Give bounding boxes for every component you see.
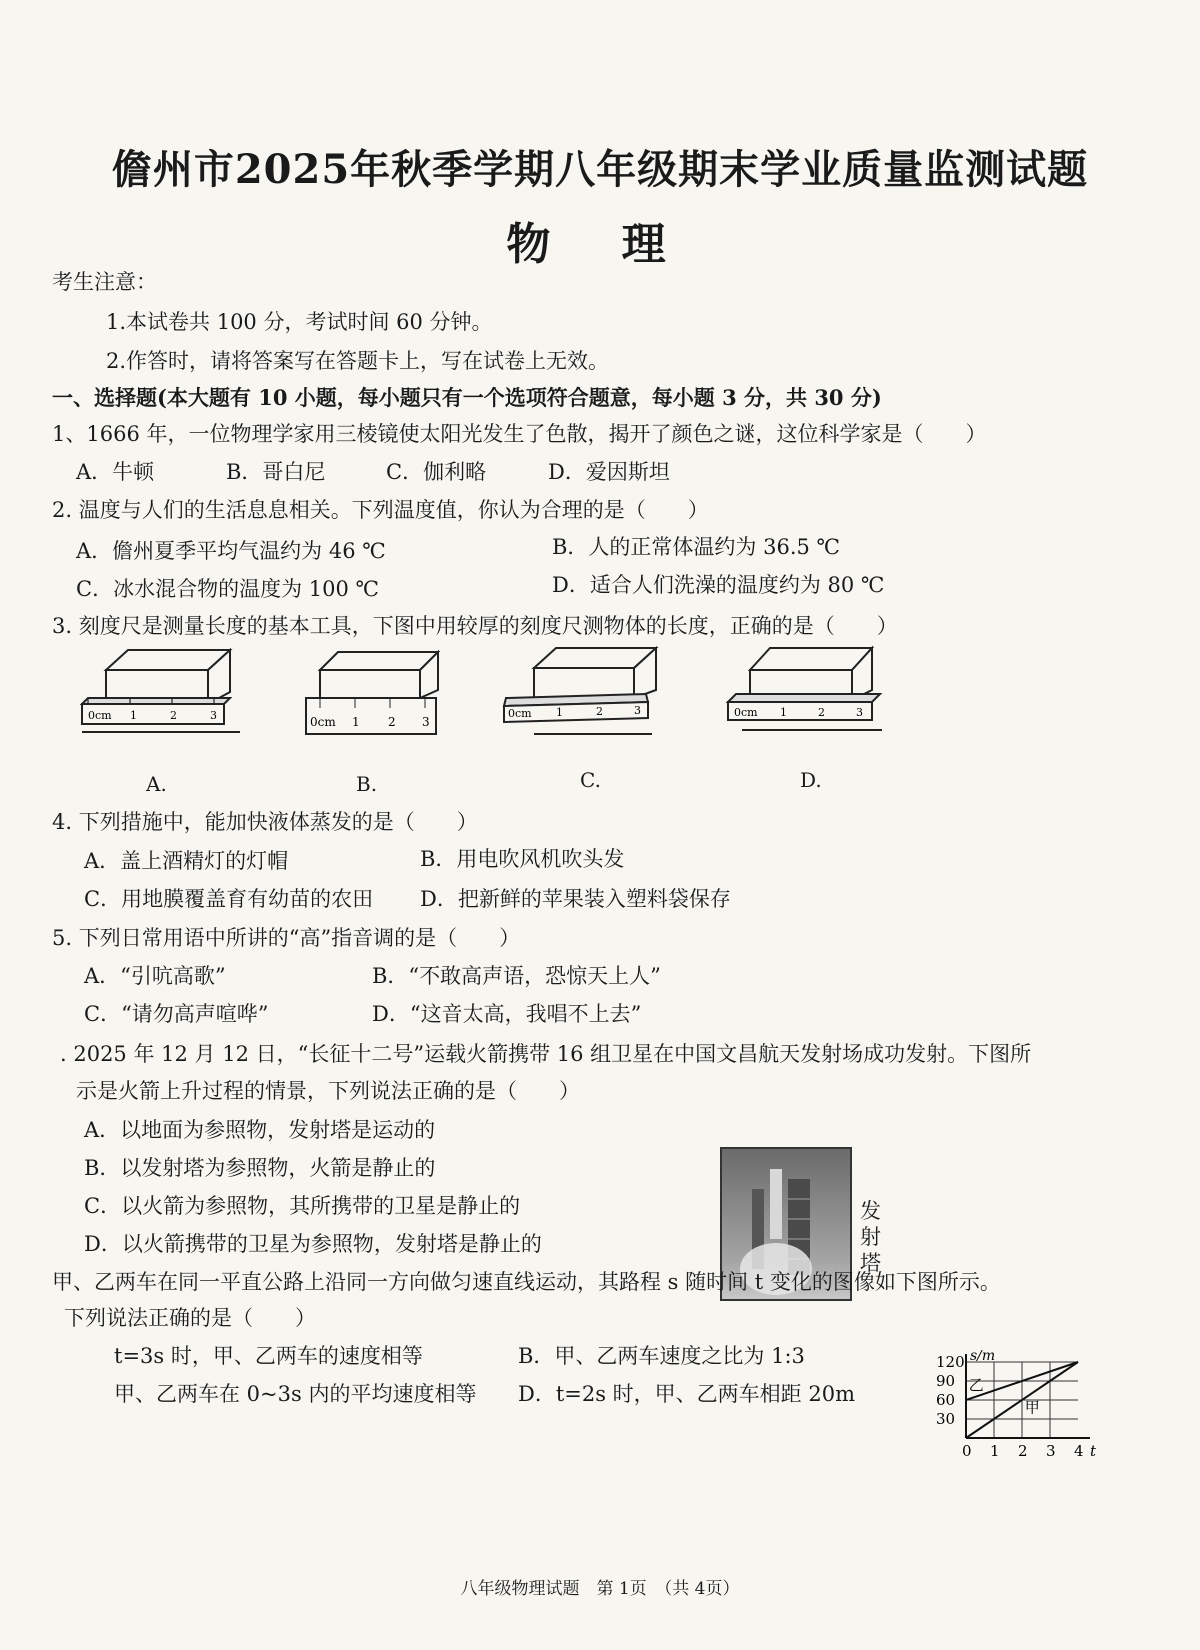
ruler-figure-a [80,642,250,742]
q2-option-a: A．儋州夏季平均气温约为 46 ℃ [76,539,386,563]
x-tick-label: 4 [1074,1442,1084,1460]
q6-option-a: A．以地面为参照物，发射塔是运动的 [84,1118,436,1142]
y-axis-label: s/m [970,1350,996,1364]
launch-tower-label: 发 射 塔 [860,1199,881,1275]
x-tick-label: 3 [1046,1442,1056,1460]
q7-option-d: D．t=2s 时，甲、乙两车相距 20m [518,1382,855,1406]
q1-option-c: C．伽利略 [386,460,487,484]
q2-option-b: B．人的正常体温约为 36.5 ℃ [552,535,841,559]
q5-option-b: B．“不敢高声语，恐惊天上人” [372,964,661,988]
q3-option-a: A. [146,772,167,796]
ruler-b-label-2: 2 [388,715,396,729]
y-tick-label: 120 [936,1353,965,1371]
exam-title: 儋州市2025年秋季学期八年级期末学业质量监测试题 [111,146,1089,193]
q3-option-b: B. [356,772,378,796]
ruler-a-label-1: 1 [130,709,137,722]
q2-option-c: C．冰水混合物的温度为 100 ℃ [76,577,379,601]
ruler-a-label-3: 3 [210,709,217,722]
ruler-a-label-0: 0cm [88,709,112,722]
ruler-d-label-3: 3 [856,706,863,719]
ruler-c-label-2: 2 [596,705,603,718]
ruler-figure-d [722,640,892,740]
q1-option-d: D．爱因斯坦 [548,460,670,484]
ruler-c-label-3: 3 [634,704,641,717]
q4-option-a: A．盖上酒精灯的灯帽 [84,849,289,873]
series-label-jia: 甲 [1024,1398,1040,1417]
ruler-d-label-1: 1 [780,706,787,719]
question-5-stem: 5. 下列日常用语中所讲的“高”指音调的是（ ） [52,926,521,950]
series-label-yi: 乙 [968,1375,984,1394]
ruler-figure-c [500,642,670,742]
notice-item-2: 2.作答时，请将答案写在答题卡上，写在试卷上无效。 [106,349,610,373]
x-tick-label: 0 [962,1442,972,1460]
page-footer: 八年级物理试题 第 1页 （共 4页） [460,1579,740,1599]
q4-option-c: C．用地膜覆盖育有幼苗的农田 [84,887,374,911]
q6-option-c: C．以火箭为参照物，其所携带的卫星是静止的 [84,1194,521,1218]
x-tick-label: 1 [990,1442,1000,1460]
x-tick-label: 2 [1018,1442,1028,1460]
question-7-stem-1: 甲、乙两车在同一平直公路上沿同一方向做匀速直线运动，其路程 s 随时间 t 变化的图像如下图所示。 [52,1270,1001,1294]
question-1-stem: 1、1666 年，一位物理学家用三棱镜使太阳光发生了色散，揭开了颜色之谜，这位科学家是（ ） [52,422,987,446]
x-axis-label: t [1090,1442,1097,1460]
q5-option-d: D．“这音太高，我唱不上去” [372,1002,642,1026]
question-6-stem-1: . 2025 年 12 月 12 日，“长征十二号”运载火箭携带 16 组卫星在中国文昌航天发射场成功发射。下图所 [60,1042,1032,1066]
question-3-stem: 3. 刻度尺是测量长度的基本工具，下图中用较厚的刻度尺测物体的长度，正确的是（ ） [52,614,898,638]
st-graph [928,1350,1098,1464]
q7-option-b: B．甲、乙两车速度之比为 1:3 [518,1344,805,1368]
ruler-a-label-2: 2 [170,709,177,722]
q7-option-a: t=3s 时，甲、乙两车的速度相等 [114,1344,423,1368]
ruler-c-label-1: 1 [556,706,563,719]
q4-option-b: B．用电吹风机吹头发 [420,847,625,871]
q1-option-b: B．哥白尼 [226,460,326,484]
q6-option-d: D．以火箭携带的卫星为参照物，发射塔是静止的 [84,1232,542,1256]
ruler-d-label-0: 0cm [734,706,758,719]
q3-option-d: D. [800,768,822,792]
question-4-stem: 4. 下列措施中，能加快液体蒸发的是（ ） [52,810,478,834]
ruler-b-label-3: 3 [422,715,430,729]
notice-heading: 考生注意： [52,270,157,294]
q5-option-c: C．“请勿高声喧哗” [84,1002,269,1026]
ruler-figure-b [300,642,450,742]
y-tick-label: 90 [936,1372,956,1390]
ruler-b-label-1: 1 [352,715,360,729]
section-heading: 一、选择题(本大题有 10 小题，每小题只有一个选项符合题意，每小题 3 分，共 30 分) [52,385,882,410]
y-tick-label: 60 [936,1391,956,1409]
exam-subject: 物 理 [506,219,694,270]
q4-option-d: D．把新鲜的苹果装入塑料袋保存 [420,887,731,911]
ruler-b-label-0: 0cm [310,715,336,729]
notice-item-1: 1.本试卷共 100 分，考试时间 60 分钟。 [106,310,493,334]
q5-option-a: A．“引吭高歌” [84,964,226,988]
q6-option-b: B．以发射塔为参照物，火箭是静止的 [84,1156,436,1180]
question-7-stem-2: 下列说法正确的是（ ） [64,1306,316,1330]
y-tick-label: 30 [936,1410,956,1428]
question-2-stem: 2. 温度与人们的生活息息相关。下列温度值，你认为合理的是（ ） [52,498,709,522]
ruler-d-label-2: 2 [818,706,825,719]
q3-option-c: C. [580,768,601,792]
question-6-stem-2: 示是火箭上升过程的情景，下列说法正确的是（ ） [76,1079,580,1103]
q1-option-a: A．牛顿 [76,460,155,484]
q2-option-d: D．适合人们洗澡的温度约为 80 ℃ [552,573,885,597]
q7-option-c: 甲、乙两车在 0~3s 内的平均速度相等 [114,1382,477,1406]
ruler-c-label-0: 0cm [508,707,532,720]
